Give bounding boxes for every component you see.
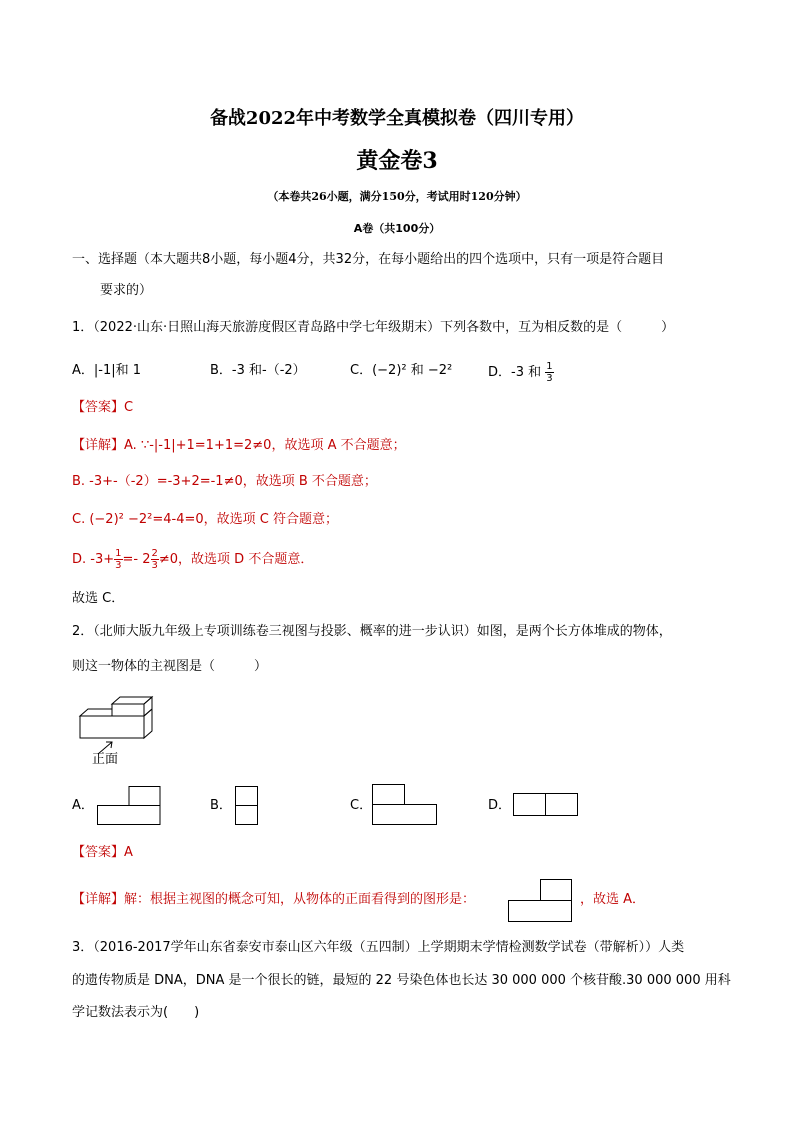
q1-conclusion: 故选 C． bbox=[72, 591, 125, 606]
q1-detail-b: B. -3+-（-2）=-3+2=-1≠0，故选项 B 不合题意； bbox=[72, 474, 377, 489]
q2-detail-shape bbox=[508, 879, 574, 923]
q1-detail-a-text: A. ∵-|-1|+1=1+1=2≠0，故选项 A 不合题意； bbox=[124, 438, 406, 453]
q2-detail-end: ，故选 A． bbox=[580, 892, 646, 907]
answer-tag: 【答案】 bbox=[72, 400, 125, 415]
q1-detail-d bbox=[72, 548, 313, 571]
fraction-1-3: $\frac{1}{3}$ bbox=[115, 548, 122, 571]
q1-stem: 1．（2022·山东·日照山海天旅游度假区青岛路中学七年级期末）下列各数中，互为相反数的是（ ） bbox=[72, 320, 675, 335]
q2-option-d-shape bbox=[513, 793, 579, 817]
q3-line1: 3．（2016-2017学年山东省泰安市泰山区六年级（五四制）上学期期末学情检测数学试卷（带解析））人类 bbox=[72, 940, 685, 955]
page-title: 备战2022年中考数学全真模拟卷（四川专用） bbox=[209, 108, 585, 129]
q2-stem-line1: 2．（北师大版九年级上专项训练卷三视图与投影、概率的进一步认识）如图，是两个长方体堆成的物体， bbox=[72, 624, 672, 639]
answer-value: C bbox=[124, 400, 134, 415]
q3-line3: 学记数法表示为( ) bbox=[72, 1005, 200, 1020]
q1-option-c bbox=[350, 361, 452, 381]
q2-option-a-label: A． bbox=[72, 798, 94, 813]
q1-option-d-label: D．-3 和 bbox=[488, 365, 542, 380]
detail-tag: 【详解】 bbox=[72, 438, 125, 453]
q1-detail-d-pre: D. -3+ bbox=[72, 552, 115, 567]
q1-detail-c: C. (−2)² −2²=4-4=0，故选项 C 符合题意； bbox=[72, 512, 338, 527]
detail-tag: 【详解】 bbox=[72, 892, 125, 907]
q1-option-c-text: (−2)² 和 −2² bbox=[372, 363, 453, 378]
q2-option-c-shape bbox=[372, 784, 438, 826]
part-heading: A卷（共100分） bbox=[353, 222, 441, 235]
q2-detail-text: 解：根据主视图的概念可知，从物体的正面看得到的图形是： bbox=[124, 892, 476, 907]
q2-option-d-label: D． bbox=[488, 798, 512, 813]
section-heading-line2: 要求的） bbox=[100, 283, 153, 298]
q1-option-a-text: |-1|和 1 bbox=[93, 363, 142, 378]
answer-tag: 【答案】 bbox=[72, 845, 125, 860]
stacked-boxes-figure bbox=[78, 696, 158, 744]
q1-option-a-label: A． bbox=[72, 363, 94, 378]
q3-line2: 的遗传物质是 DNA，DNA 是一个很长的链，最短的 22 号染色体也长达 30 000 000 个核苷酸.30 000 000 用科 bbox=[72, 973, 731, 988]
q1-answer bbox=[72, 398, 133, 418]
q1-option-a bbox=[72, 361, 141, 381]
q1-option-d-fraction: $\frac{1}{3}$ bbox=[546, 361, 553, 384]
q2-option-a-shape bbox=[97, 786, 161, 826]
front-view-label: 正面 bbox=[92, 752, 119, 767]
q2-detail bbox=[72, 890, 475, 910]
q2-option-c-label: C． bbox=[350, 798, 373, 813]
answer-value: A bbox=[124, 845, 133, 860]
q1-option-c-label: C． bbox=[350, 363, 373, 378]
q2-option-b-shape bbox=[235, 786, 259, 826]
fraction-2-3: $\frac{2}{3}$ bbox=[151, 548, 158, 571]
q2-option-b-label: B． bbox=[210, 798, 232, 813]
q1-detail-d-mid: =- 2 bbox=[122, 552, 151, 567]
q1-detail-d-post: ≠0，故选项 D 不合题意． bbox=[158, 552, 314, 567]
q1-option-d bbox=[488, 361, 554, 384]
q2-stem-line2: 则这一物体的主视图是（ ） bbox=[72, 659, 268, 674]
q1-option-b: B．-3 和-（-2） bbox=[210, 363, 306, 378]
q2-answer bbox=[72, 843, 133, 863]
section-heading-line1: 一、选择题（本大题共8小题，每小题4分，共32分，在每小题给出的四个选项中，只有一项是符合题目 bbox=[72, 252, 665, 267]
q1-detail-a bbox=[72, 436, 406, 456]
exam-meta: （本卷共26小题，满分150分，考试用时120分钟） bbox=[267, 190, 527, 203]
paper-subtitle: 黄金卷3 bbox=[356, 148, 438, 174]
